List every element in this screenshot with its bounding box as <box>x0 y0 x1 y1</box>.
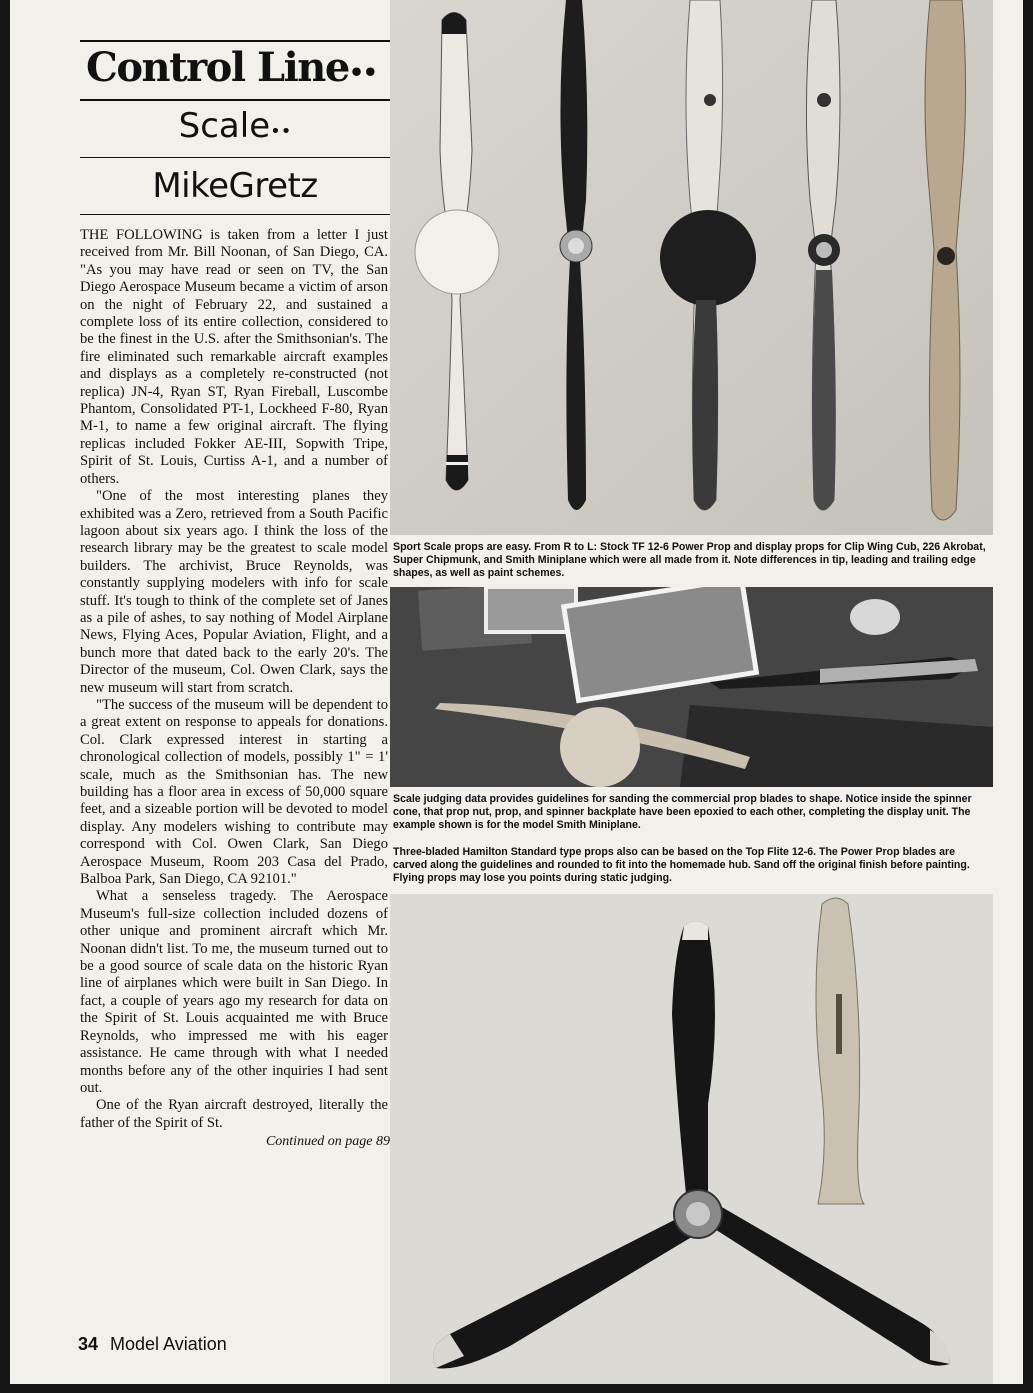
page-footer <box>78 1334 227 1355</box>
paragraph-2: "One of the most interesting planes they exhibited was a Zero, retrieved from a South Pacific lagoon about six years ago. I think the loss of the research library may be the greatest to scale model builders. The archivist, Bruce Reynolds, was constantly supplying modelers with info for scale stuff. It's tough to think of the complete set of Janes as a pile of ashes, to say nothing of Model Airplane News, Flying Aces, Popular Aviation, Flight, and a bunch more that dated back to the early 20's. The Director of the museum, Col. Owen Clark, says the new museum will start from scratch. <box>80 488 388 696</box>
article-body <box>80 227 390 1132</box>
section-title <box>86 44 390 97</box>
judging-illustration <box>390 587 993 787</box>
subsection-title <box>80 101 390 157</box>
article-column <box>80 40 390 1150</box>
magazine-page <box>10 0 1023 1384</box>
section-ornament: •• <box>348 58 377 87</box>
caption-photo2: Scale judging data provides guidelines for sanding the commercial prop blades to shape. Notice inside the spinner cone, that prop nut, prop, and spinner backplate have been epoxied to each other, completing the display unit. The example shown is for the model Smith Miniplane. <box>393 793 972 831</box>
propellers-illustration <box>390 0 993 535</box>
three-blade-illustration <box>390 894 993 1384</box>
subsection-ornament: •• <box>270 121 292 142</box>
magazine-name: Model Aviation <box>110 1334 227 1354</box>
paragraph-5: One of the Ryan aircraft destroyed, literally the father of the Spirit of St. <box>80 1097 388 1131</box>
paragraph-4: What a senseless tragedy. The Aerospace Museum's full-size collection included dozens of other unique and prominent aircraft which Mr. Noonan didn't list. To me, the museum turned out to be a good source of scale data on the historic Ryan line of airplanes which were built in San Diego. In fact, a couple of years ago my research for data on the Spirit of St. Louis acquainted me with Bruce Reynolds, who impressed me with his eager assistance. He came through with what I needed months before any of the other inquiries I had sent out. <box>80 888 388 1096</box>
photo-propellers-row <box>390 0 993 535</box>
continued-note: Continued on page 89 <box>265 1134 390 1150</box>
caption-photo3: Three-bladed Hamilton Standard type props also can be based on the Top Flite 12-6. The Power Prop blades are carved along the guidelines and rounded to fit into the homemade hub. Sand off the original finish before painting. Flying props may lose you points during static judging. <box>393 846 970 884</box>
author-rule <box>80 214 390 215</box>
author-name: MikeGretz <box>152 166 318 206</box>
photo-judging-data <box>390 587 993 787</box>
top-rule <box>80 40 390 42</box>
section-title-text: Control Line <box>86 44 349 91</box>
page-number: 34 <box>78 1334 99 1354</box>
subsection-title-text: Scale <box>178 106 271 146</box>
paragraph-1: THE FOLLOWING is taken from a letter I just received from Mr. Bill Noonan, of San Diego, CA. "As you may have read or seen on TV, the San Diego Aerospace Museum became a victim of arson on the night of February 22, and sustained a complete loss of its entire collection, considered to be the finest in the U.S. after the Smithsonian's. The fire eliminated such remarkable aircraft examples and displays as a completely re-constructed (not replica) JN-4, Ryan ST, Ryan Fireball, Luscombe Phantom, Consolidated PT-1, Lockheed F-80, Ryan M-1, to name a few original aircraft. The flying replicas included Fokker AE-III, Sopwith Tripe, Spirit of St. Louis, Curtiss A-1, and a number of others. <box>80 227 388 487</box>
photo-three-blade-prop <box>390 894 993 1384</box>
caption-photo1: Sport Scale props are easy. From R to L: Stock TF 12-6 Power Prop and display props for Clip Wing Cub, 226 Akrobat, Super Chipmunk, and Smith Miniplane which were all made from it. Note differences in tip, leading and trailing edge shapes, as well as paint schemes. <box>393 541 986 579</box>
paragraph-3: "The success of the museum will be dependent to a great extent on response to appeals for donations. Col. Clark expressed interest in starting a chronological collection of models, possibly 1" = 1' scale, much as the Smithsonian has. The new building has a floor area in excess of 50,000 square feet, and a sizeable portion will be devoted to model display. Any modelers wishing to contribute may correspond with Col. Owen Clark, San Diego Aerospace Museum, Room 203 Casa del Prado, Balboa Park, San Diego, CA 92101." <box>80 696 388 888</box>
